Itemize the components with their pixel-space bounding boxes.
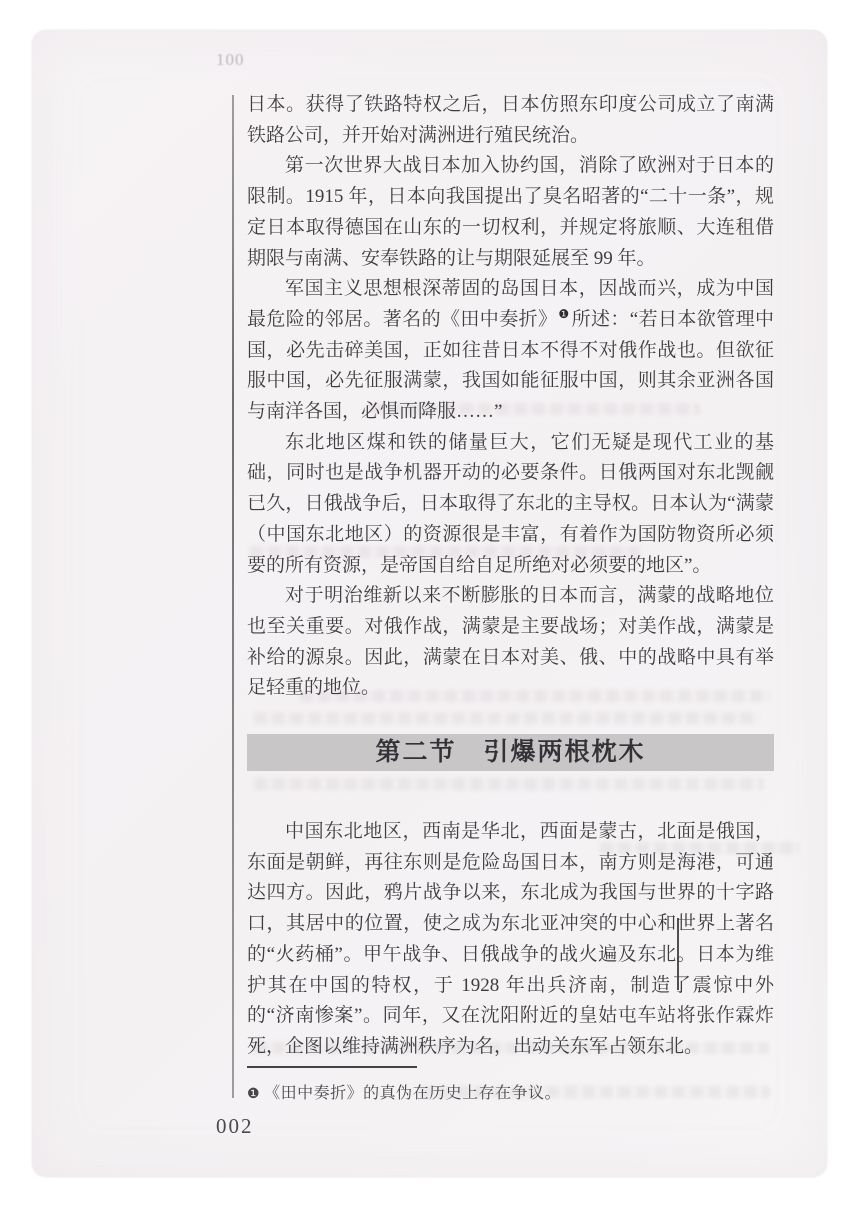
footnote-reference-marker: ❶ (558, 306, 570, 321)
bleedthrough-page-number: 100 (216, 50, 245, 69)
footnote-divider (247, 1066, 417, 1068)
footnote-number-icon: ❶ (247, 1087, 261, 1102)
footnote-area (247, 1066, 774, 1103)
body-paragraph-5: 对于明治维新以来不断膨胀的日本而言，满蒙的战略地位也至关重要。对俄作战，满蒙是主要战场；对美作战，满蒙是补给的源泉。因此，满蒙在日本对美、俄、中的战略中具有举足轻重的地位。 (247, 585, 774, 699)
book-page (32, 30, 827, 1177)
page-number: 002 (216, 1114, 254, 1138)
body-paragraph-6: 中国东北地区，西南是华北，西面是蒙古，北面是俄国，东面是朝鲜，再往东则是危险岛国日本，南方则是海港，可通达四方。因此，鸦片战争以来，东北成为我国与世界的十字路口，其居中的位置，使之成为东北亚冲突的中心和世界上著名的“火药桶”。甲午战争、日俄战争的战火遍及东北。日本为维护其在中国的特权，于 1928 年出兵济南，制造了震惊中外的“济南惨案”。同年，又在沈阳附近的皇姑屯车站将张作霖炸死，企图以维持满洲秩序为名，出动关东军占领东北。 (247, 821, 774, 1057)
body-paragraph-3 (247, 274, 774, 428)
body-paragraph-1: 日本。获得了铁路特权之后，日本仿照东印度公司成立了南满铁路公司，并开始对满洲进行殖民统治。 (247, 94, 774, 146)
footnote-text: 《田中奏折》的真伪在历史上存在争议。 (264, 1085, 562, 1102)
body-paragraph-2: 第一次世界大战日本加入协约国，消除了欧洲对于日本的限制。1915 年，日本向我国提出了臭名昭著的“二十一条”，规定日本取得德国在山东的一切权利，并规定将旅顺、大连租借期限与南满、安奉铁路的让与期限延展至 99 年。 (247, 155, 774, 269)
body-paragraph-4: 东北地区煤和铁的储量巨大，它们无疑是现代工业的基础，同时也是战争机器开动的必要条件。日俄两国对东北觊觎已久，日俄战争后，日本取得了东北的主导权。日本认为“满蒙（中国东北地区）的资源很是丰富，有着作为国防物资所必须要的所有资源，是帝国自给自足所绝对必须要的地区”。 (247, 431, 774, 576)
section-heading-bar: 第二节 引爆两根枕木 (247, 734, 774, 771)
paragraph-text: 所述：“若日本欲管理中国，必先击碎美国，正如往昔日本不得不对俄作战也。但欲征服中国，必先征服满蒙，我国如能征服中国，则其余亚洲各国与南洋各国，必惧而降服……” (247, 308, 774, 423)
paragraph-text: 军国主义思想根深蒂固的岛国日本，因战而兴，成为中国最危险的邻居。著名的《田中奏折》 (247, 278, 774, 330)
text-column (247, 90, 774, 1063)
footnote (247, 1080, 774, 1103)
scan-crease-line (232, 95, 234, 1098)
